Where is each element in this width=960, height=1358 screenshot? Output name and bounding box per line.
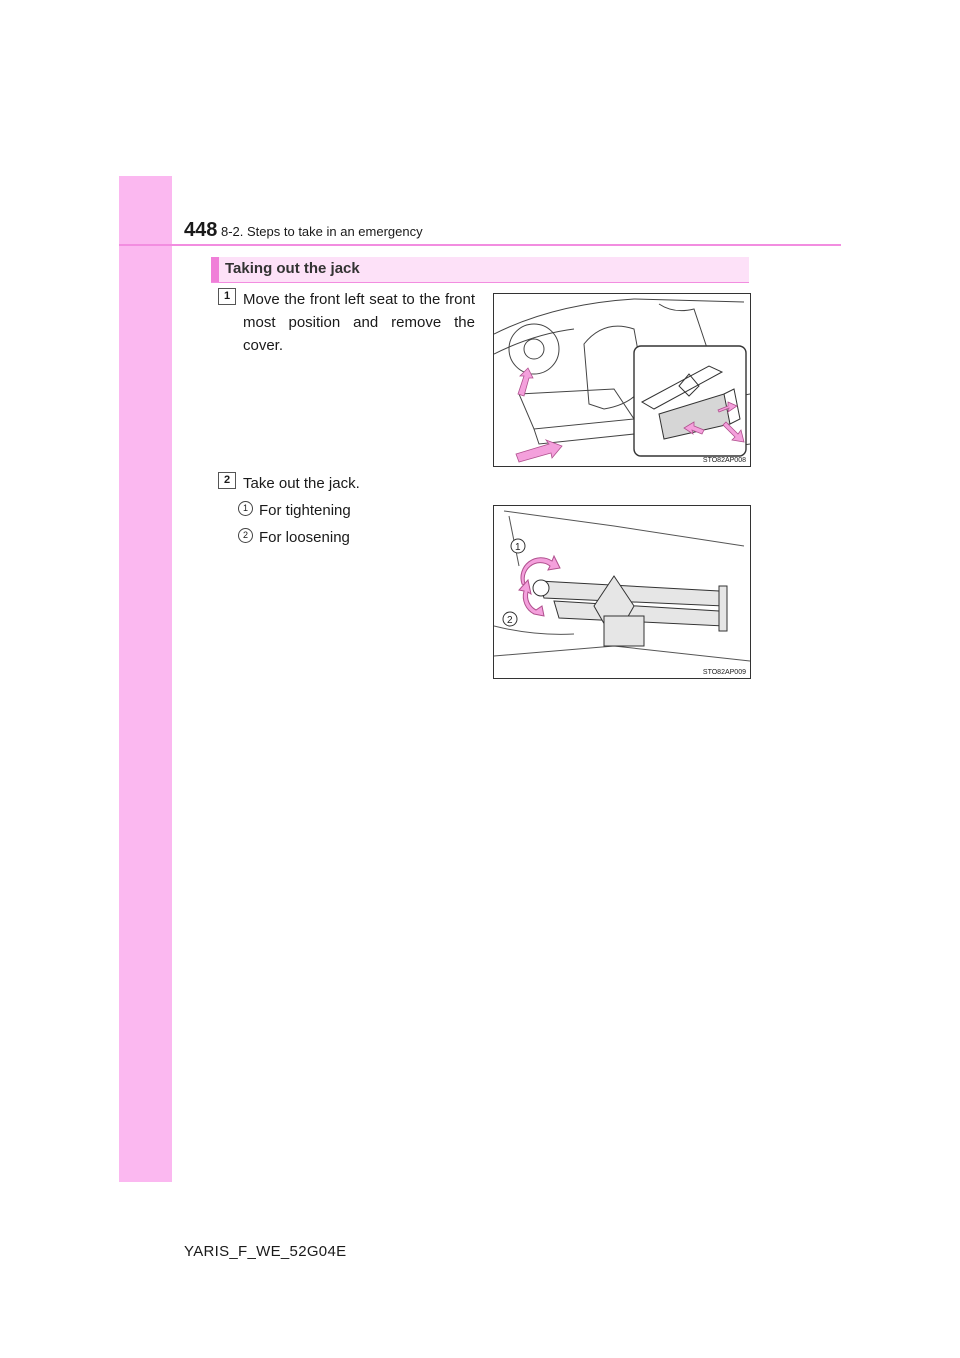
section-divider bbox=[211, 282, 749, 283]
chapter-sidebar-tab bbox=[119, 176, 172, 1182]
callout-1: 1 bbox=[515, 542, 521, 553]
section-title: Taking out the jack bbox=[225, 260, 360, 277]
figure-code: STO82AP008 bbox=[702, 457, 746, 464]
page-number: 448 bbox=[184, 219, 218, 241]
document-id: YARIS_F_WE_52G04E bbox=[184, 1243, 347, 1260]
section-heading-accent bbox=[211, 257, 219, 282]
section-heading bbox=[211, 257, 749, 282]
item-marker-2: 2 bbox=[238, 528, 253, 543]
jack-illustration bbox=[493, 505, 751, 679]
figure-code: STO82AP009 bbox=[702, 669, 746, 676]
step-2-text: Take out the jack. bbox=[243, 475, 360, 492]
item-marker-1: 1 bbox=[238, 501, 253, 516]
item-text-loosening: For loosening bbox=[259, 529, 350, 546]
step-number-1: 1 bbox=[218, 288, 236, 305]
callout-2: 2 bbox=[507, 615, 513, 626]
step-number-2: 2 bbox=[218, 472, 236, 489]
step-1-text: Move the front left seat to the front most position and remove the cover. bbox=[243, 291, 475, 354]
seat-cover-illustration bbox=[493, 293, 751, 467]
chapter-title: 8-2. Steps to take in an emergency bbox=[221, 224, 423, 239]
header-divider bbox=[119, 244, 841, 246]
item-text-tightening: For tightening bbox=[259, 502, 351, 519]
